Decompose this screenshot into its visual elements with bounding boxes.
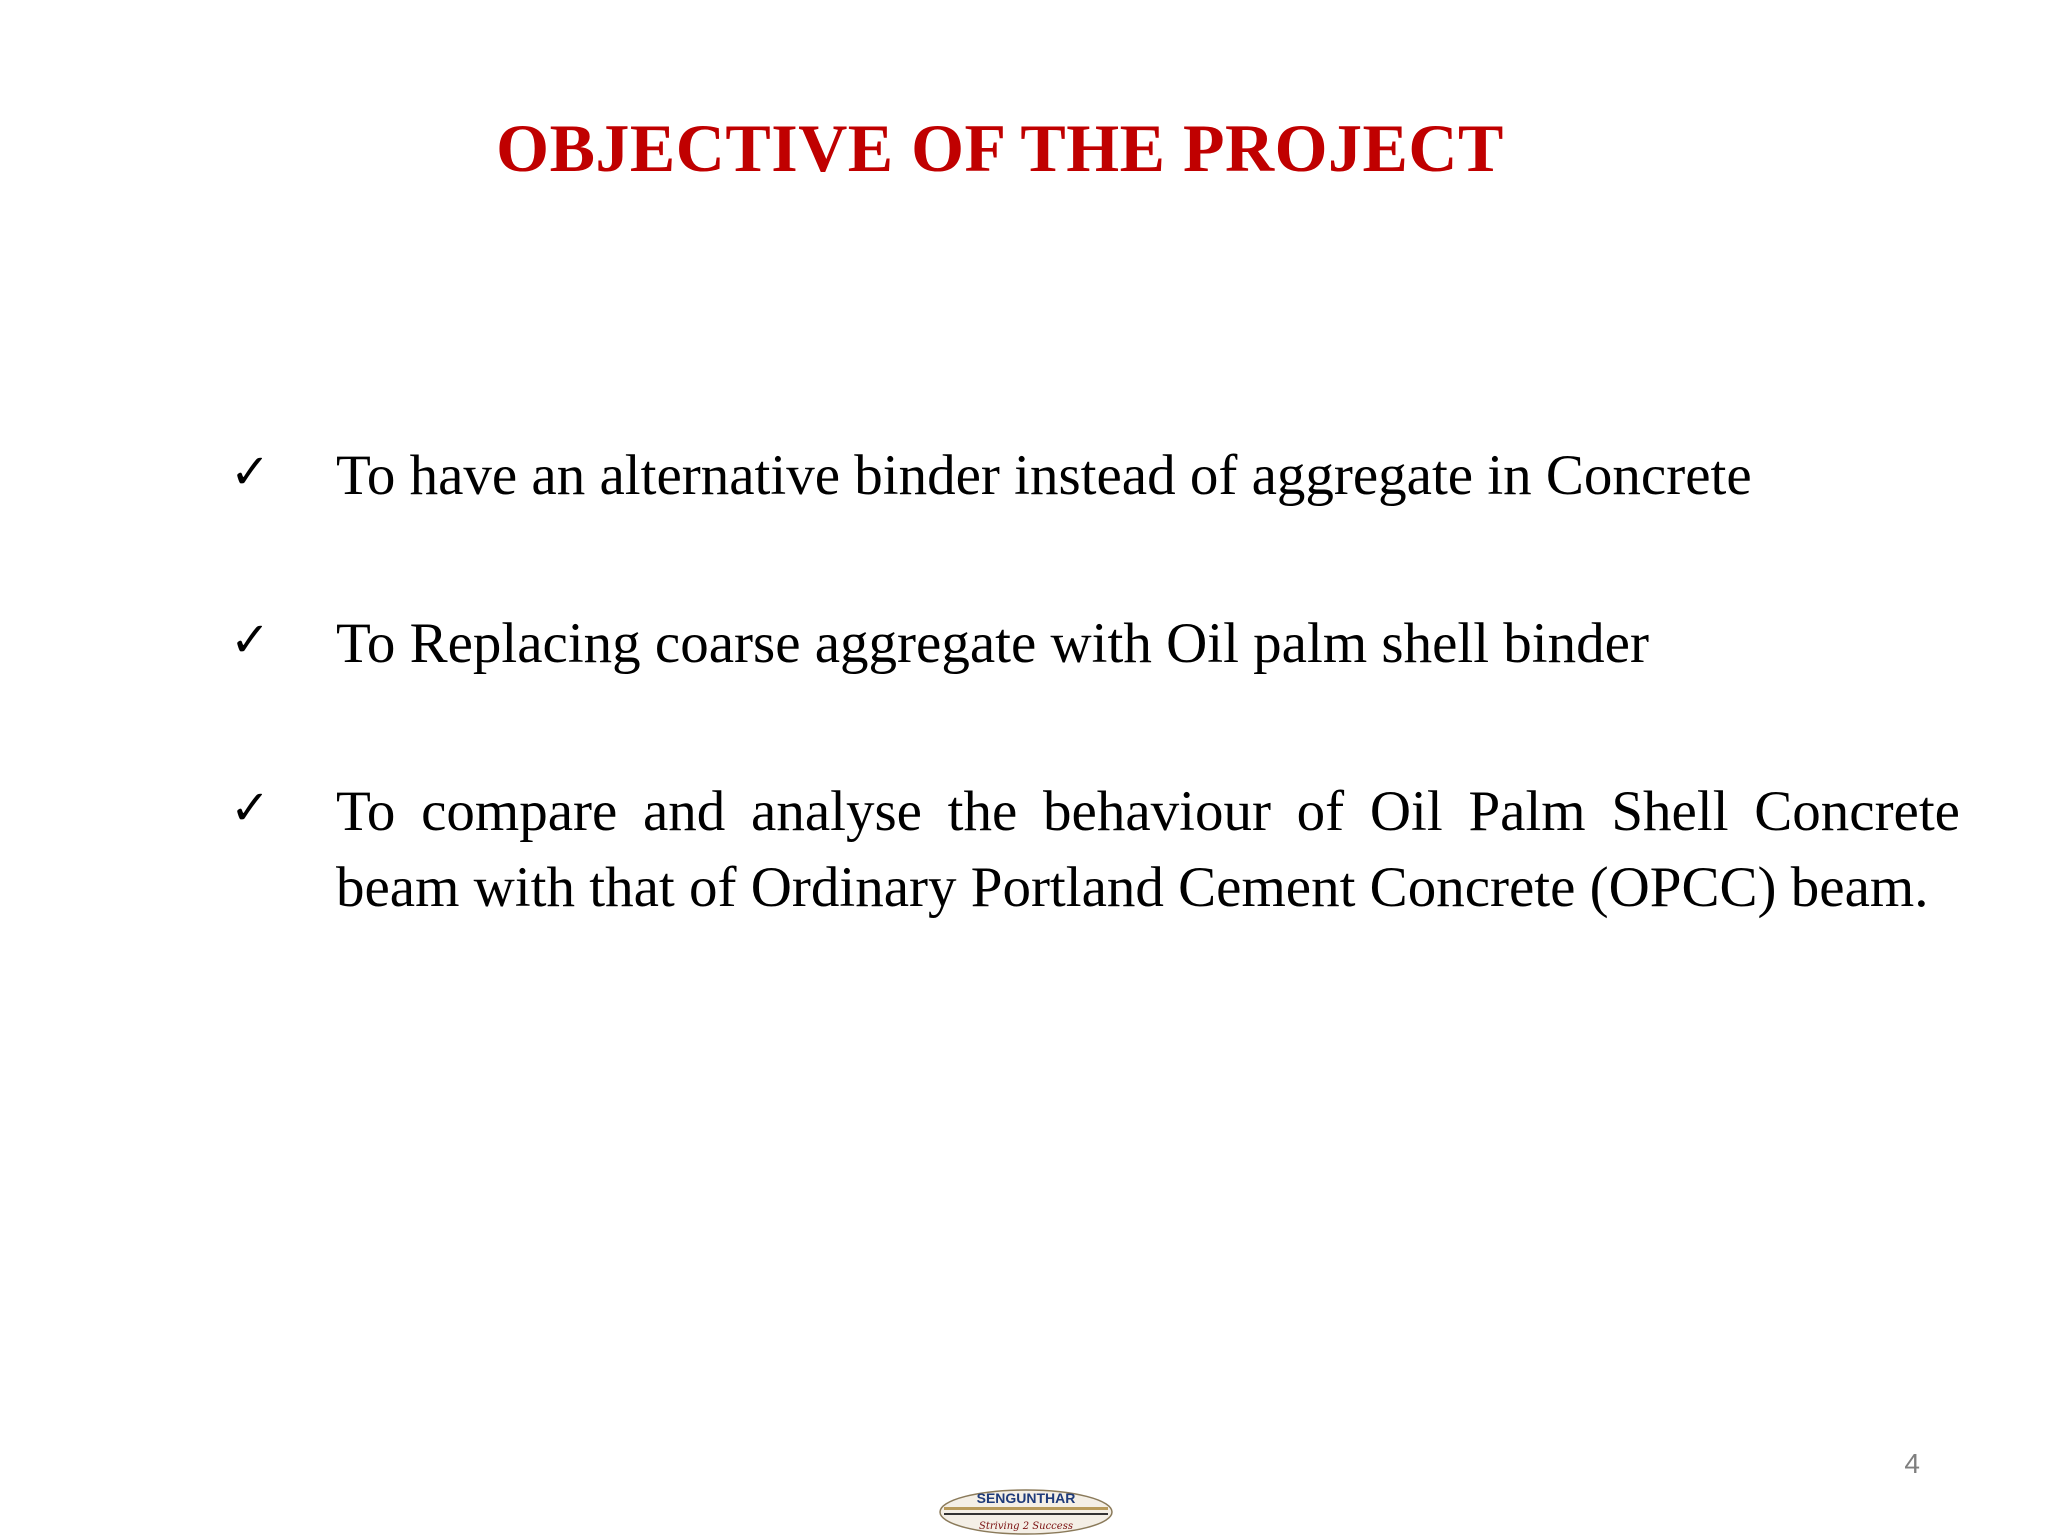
check-mark-icon: ✓ (230, 612, 271, 668)
list-item (230, 438, 1960, 514)
objectives-list (230, 438, 1960, 1018)
list-item (230, 774, 1960, 926)
logo-tagline: Striving 2 Success (979, 1521, 1073, 1532)
bullet-text: To Replacing coarse aggregate with Oil palm shell binder (336, 612, 1649, 675)
bullet-text: To compare and analyse the behaviour of Oil Palm Shell Concrete beam with that of Ordinary Portland Cement Concrete (OPCC) beam. (336, 780, 1960, 919)
slide-title: OBJECTIVE OF THE PROJECT (496, 110, 1504, 186)
check-mark-icon: ✓ (230, 780, 271, 836)
logo-name: SENGUNTHAR (976, 1490, 1076, 1506)
sengunthar-logo (938, 1486, 1114, 1536)
check-mark-icon: ✓ (230, 444, 271, 500)
list-item (230, 606, 1960, 682)
bullet-text: To have an alternative binder instead of aggregate in Concrete (336, 444, 1752, 507)
page-number: 4 (1904, 1448, 1920, 1479)
